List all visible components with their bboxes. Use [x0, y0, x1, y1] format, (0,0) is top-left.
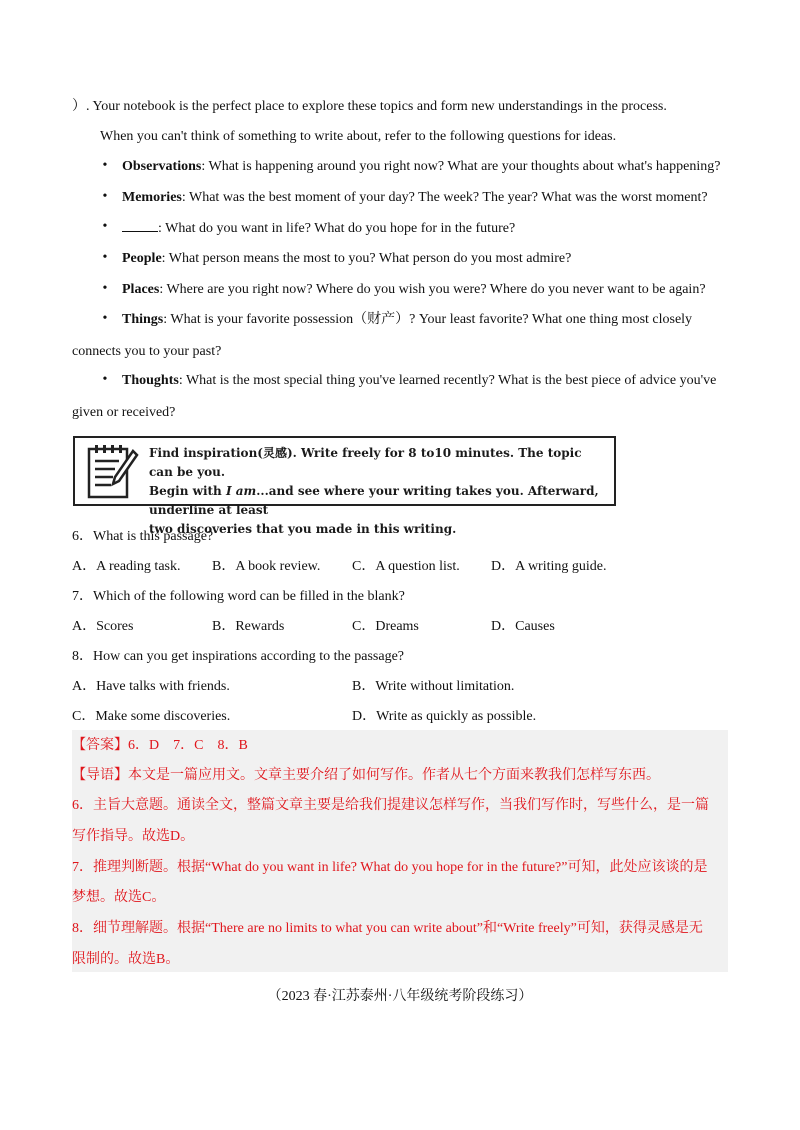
question-7-option-b: B．Rewards: [212, 619, 285, 634]
passage-line-2: When you can't think of something to write about, refer to the following questions for ideas.: [100, 129, 617, 144]
list-item-continuation: connects you to your past?: [72, 344, 222, 359]
list-item-text: : What is your favorite possession（财产）? Your least favorite? What one thing most closely: [163, 312, 693, 327]
list-item-continuation: given or received?: [72, 405, 176, 420]
list-item: [122, 219, 515, 238]
list-item-text: : What is the most special thing you've learned recently? What is the best piece of advice you've: [178, 373, 717, 388]
question-6-option-b: B．A book review.: [212, 559, 321, 574]
list-item-term: People: [122, 251, 162, 266]
list-item-term: Memories: [122, 190, 182, 205]
inspiration-line-2-italic: I am: [225, 484, 257, 498]
list-item: [122, 281, 706, 299]
inspiration-box: [73, 436, 616, 536]
answer-key: 【答案】6．D 7．C 8．B: [72, 738, 248, 753]
list-item: [122, 311, 692, 329]
answer-guide: 【导语】本文是一篇应用文。文章主要介绍了如何写作。作者从七个方面来教我们怎样写东西。: [72, 768, 660, 783]
answer-blank: [122, 219, 158, 232]
list-item: [122, 189, 708, 207]
list-item-text: : What is happening around you right now? What are your thoughts about what's happening?: [201, 159, 721, 174]
question-8-option-d: D．Write as quickly as possible.: [352, 709, 537, 724]
bullet-marker: •: [102, 158, 108, 173]
inspiration-text: [149, 444, 609, 539]
explanation-7-line-1: 7．推理判断题。根据“What do you want in life? What do you hope for in the future?”可知，此处应该谈的是: [72, 860, 708, 875]
question-6-option-d: D．A writing guide.: [491, 559, 607, 574]
question-7-option-c: C．Dreams: [352, 619, 419, 634]
bullet-marker: •: [102, 219, 108, 234]
notebook-pen-icon: [85, 443, 139, 501]
list-item: [122, 372, 716, 390]
list-item-term: Places: [122, 282, 160, 297]
question-6-stem: 6．What is this passage?: [72, 529, 214, 544]
inspiration-line-2b: ...and see where your writing takes you. Afterward, underline at least: [149, 484, 599, 517]
list-item-text: : What do you want in life? What do you hope for in the future?: [158, 221, 516, 236]
list-item: [122, 250, 571, 268]
question-6-option-a: A．A reading task.: [72, 559, 181, 574]
list-item-text: : What person means the most to you? What person do you most admire?: [161, 251, 572, 266]
list-item-term: Things: [122, 312, 164, 327]
question-8-option-c: C．Make some discoveries.: [72, 709, 231, 724]
question-8-option-a: A．Have talks with friends.: [72, 679, 230, 694]
question-8-option-b: B．Write without limitation.: [352, 679, 515, 694]
inspiration-line-2a: Begin with: [149, 484, 226, 498]
list-item-text: : Where are you right now? Where do you wish you were? Where do you never want to be again?: [159, 282, 706, 297]
inspiration-line-3: two discoveries that you made in this writing.: [149, 522, 457, 536]
source-note: （2023 春·江苏泰州·八年级统考阶段练习）: [267, 989, 533, 1004]
question-6-option-c: C．A question list.: [352, 559, 460, 574]
list-item: [122, 158, 720, 176]
question-7-option-d: D．Causes: [491, 619, 555, 634]
bullet-marker: •: [102, 281, 108, 296]
list-item-text: : What was the best moment of your day? The week? The year? What was the worst moment?: [181, 190, 708, 205]
explanation-6-line-1: 6．主旨大意题。通读全文，整篇文章主要是给我们提建议怎样写作，当我们写作时，写些什么，是一篇: [72, 798, 709, 813]
bullet-marker: •: [102, 189, 108, 204]
explanation-8-line-2: 限制的。故选B。: [72, 952, 180, 967]
passage-line-1: ）. Your notebook is the perfect place to explore these topics and form new understandings in the process.: [72, 99, 667, 114]
bullet-marker: •: [102, 372, 108, 387]
explanation-6-line-2: 写作指导。故选D。: [72, 829, 195, 844]
explanation-8-line-1: 8．细节理解题。根据“There are no limits to what you can write about”和“Write freely”可知，获得灵感是无: [72, 921, 703, 936]
inspiration-line-1: Find inspiration(灵感). Write freely for 8 to10 minutes. The topic can be you.: [149, 446, 582, 479]
question-8-stem: 8．How can you get inspirations according to the passage?: [72, 649, 405, 664]
question-7-stem: 7．Which of the following word can be filled in the blank?: [72, 589, 405, 604]
explanation-7-line-2: 梦想。故选C。: [72, 890, 166, 905]
bullet-marker: •: [102, 311, 108, 326]
bullet-marker: •: [102, 250, 108, 265]
question-7-option-a: A．Scores: [72, 619, 134, 634]
list-item-term: Thoughts: [122, 373, 179, 388]
list-item-term: Observations: [122, 159, 202, 174]
